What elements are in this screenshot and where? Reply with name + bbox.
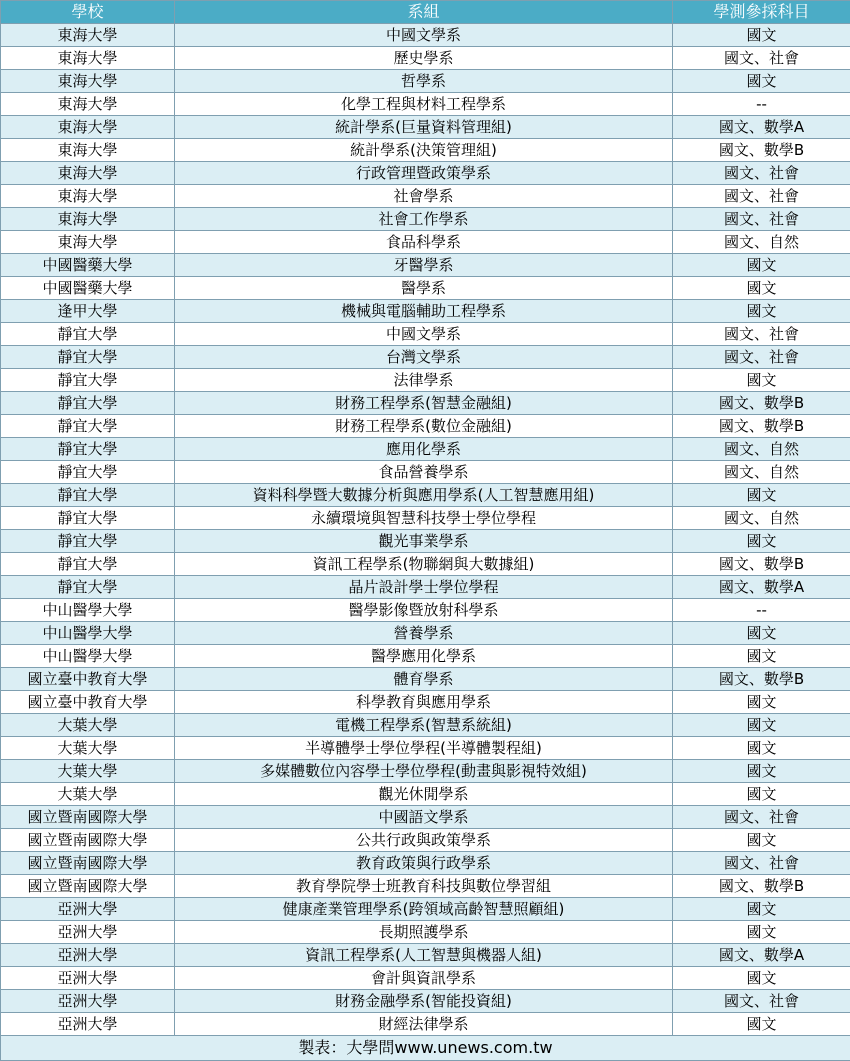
cell-department: 中國文學系: [175, 24, 673, 47]
cell-subjects: 國文: [673, 530, 850, 553]
cell-subjects: 國文: [673, 254, 850, 277]
cell-department: 觀光事業學系: [175, 530, 673, 553]
source-credit: 製表：大學問www.unews.com.tw: [1, 1036, 850, 1061]
table-row: [1, 714, 850, 737]
cell-school: 東海大學: [1, 208, 175, 231]
cell-school: 東海大學: [1, 47, 175, 70]
cell-department: 中國文學系: [175, 323, 673, 346]
cell-school: 靜宜大學: [1, 415, 175, 438]
table-row: [1, 553, 850, 576]
cell-school: 靜宜大學: [1, 438, 175, 461]
table-header-row: [1, 1, 850, 24]
cell-school: 大葉大學: [1, 760, 175, 783]
cell-subjects: 國文、社會: [673, 208, 850, 231]
table-row: [1, 829, 850, 852]
cell-school: 國立臺中教育大學: [1, 668, 175, 691]
table-row: [1, 944, 850, 967]
cell-department: 資料科學暨大數據分析與應用學系(人工智慧應用組): [175, 484, 673, 507]
cell-subjects: 國文、社會: [673, 346, 850, 369]
table-row: [1, 622, 850, 645]
cell-subjects: --: [673, 599, 850, 622]
table-row: [1, 530, 850, 553]
cell-department: 體育學系: [175, 668, 673, 691]
cell-school: 東海大學: [1, 24, 175, 47]
cell-department: 化學工程與材料工程學系: [175, 93, 673, 116]
table-row: [1, 139, 850, 162]
cell-school: 中山醫學大學: [1, 645, 175, 668]
cell-school: 中山醫學大學: [1, 622, 175, 645]
cell-department: 營養學系: [175, 622, 673, 645]
cell-school: 東海大學: [1, 185, 175, 208]
table-footer-row: [1, 1036, 850, 1061]
header-department: 系組: [175, 1, 673, 24]
cell-department: 統計學系(決策管理組): [175, 139, 673, 162]
cell-department: 社會工作學系: [175, 208, 673, 231]
cell-department: 財務工程學系(數位金融組): [175, 415, 673, 438]
cell-school: 靜宜大學: [1, 576, 175, 599]
cell-school: 亞洲大學: [1, 921, 175, 944]
cell-department: 台灣文學系: [175, 346, 673, 369]
cell-department: 社會學系: [175, 185, 673, 208]
cell-school: 亞洲大學: [1, 990, 175, 1013]
cell-subjects: 國文、自然: [673, 507, 850, 530]
table-row: [1, 645, 850, 668]
cell-department: 電機工程學系(智慧系統組): [175, 714, 673, 737]
cell-subjects: 國文、數學A: [673, 576, 850, 599]
cell-department: 法律學系: [175, 369, 673, 392]
cell-school: 亞洲大學: [1, 1013, 175, 1036]
cell-subjects: 國文: [673, 898, 850, 921]
cell-department: 財經法律學系: [175, 1013, 673, 1036]
cell-department: 科學教育與應用學系: [175, 691, 673, 714]
cell-school: 國立臺中教育大學: [1, 691, 175, 714]
cell-school: 東海大學: [1, 93, 175, 116]
cell-department: 機械與電腦輔助工程學系: [175, 300, 673, 323]
cell-school: 國立暨南國際大學: [1, 829, 175, 852]
cell-department: 統計學系(巨量資料管理組): [175, 116, 673, 139]
table-row: [1, 898, 850, 921]
cell-school: 大葉大學: [1, 714, 175, 737]
cell-school: 國立暨南國際大學: [1, 852, 175, 875]
cell-subjects: 國文: [673, 737, 850, 760]
table-row: [1, 737, 850, 760]
cell-subjects: 國文、自然: [673, 231, 850, 254]
cell-subjects: 國文、自然: [673, 461, 850, 484]
cell-department: 歷史學系: [175, 47, 673, 70]
cell-school: 靜宜大學: [1, 484, 175, 507]
cell-school: 靜宜大學: [1, 392, 175, 415]
cell-department: 教育學院學士班教育科技與數位學習組: [175, 875, 673, 898]
table-row: [1, 668, 850, 691]
header-subjects: 學測參採科目: [673, 1, 850, 24]
cell-school: 東海大學: [1, 162, 175, 185]
table-row: [1, 369, 850, 392]
cell-department: 健康產業管理學系(跨領域高齡智慧照顧組): [175, 898, 673, 921]
cell-school: 東海大學: [1, 139, 175, 162]
cell-subjects: 國文: [673, 622, 850, 645]
table-row: [1, 93, 850, 116]
cell-department: 哲學系: [175, 70, 673, 93]
cell-department: 醫學影像暨放射科學系: [175, 599, 673, 622]
cell-school: 靜宜大學: [1, 530, 175, 553]
cell-school: 靜宜大學: [1, 461, 175, 484]
cell-department: 牙醫學系: [175, 254, 673, 277]
cell-subjects: 國文、自然: [673, 438, 850, 461]
table-row: [1, 323, 850, 346]
cell-department: 半導體學士學位學程(半導體製程組): [175, 737, 673, 760]
table-row: [1, 392, 850, 415]
table-row: [1, 783, 850, 806]
table-row: [1, 806, 850, 829]
cell-department: 長期照護學系: [175, 921, 673, 944]
cell-school: 靜宜大學: [1, 369, 175, 392]
table-row: [1, 300, 850, 323]
cell-department: 永續環境與智慧科技學士學位學程: [175, 507, 673, 530]
cell-school: 靜宜大學: [1, 553, 175, 576]
cell-subjects: 國文: [673, 967, 850, 990]
cell-subjects: 國文、社會: [673, 990, 850, 1013]
cell-subjects: 國文、社會: [673, 806, 850, 829]
table-row: [1, 70, 850, 93]
cell-department: 財務工程學系(智慧金融組): [175, 392, 673, 415]
cell-school: 大葉大學: [1, 737, 175, 760]
cell-subjects: 國文: [673, 24, 850, 47]
cell-subjects: 國文: [673, 829, 850, 852]
cell-subjects: 國文、社會: [673, 47, 850, 70]
cell-department: 財務金融學系(智能投資組): [175, 990, 673, 1013]
cell-school: 東海大學: [1, 116, 175, 139]
cell-subjects: 國文、數學B: [673, 415, 850, 438]
cell-subjects: 國文、數學B: [673, 553, 850, 576]
cell-subjects: 國文: [673, 760, 850, 783]
cell-subjects: 國文: [673, 645, 850, 668]
cell-department: 晶片設計學士學位學程: [175, 576, 673, 599]
cell-school: 亞洲大學: [1, 967, 175, 990]
cell-subjects: 國文、數學B: [673, 392, 850, 415]
table-row: [1, 116, 850, 139]
cell-school: 中國醫藥大學: [1, 254, 175, 277]
cell-school: 靜宜大學: [1, 346, 175, 369]
table-row: [1, 208, 850, 231]
cell-subjects: 國文、社會: [673, 162, 850, 185]
cell-department: 會計與資訊學系: [175, 967, 673, 990]
table-row: [1, 760, 850, 783]
cell-school: 國立暨南國際大學: [1, 806, 175, 829]
cell-school: 靜宜大學: [1, 323, 175, 346]
table-body: [1, 24, 850, 1036]
cell-subjects: 國文、數學A: [673, 116, 850, 139]
cell-subjects: 國文、社會: [673, 185, 850, 208]
cell-school: 亞洲大學: [1, 898, 175, 921]
table-row: [1, 990, 850, 1013]
cell-subjects: 國文、社會: [673, 323, 850, 346]
cell-department: 醫學應用化學系: [175, 645, 673, 668]
cell-department: 資訊工程學系(物聯網與大數據組): [175, 553, 673, 576]
table-row: [1, 852, 850, 875]
cell-department: 食品科學系: [175, 231, 673, 254]
cell-subjects: 國文: [673, 369, 850, 392]
cell-subjects: 國文、數學B: [673, 139, 850, 162]
cell-subjects: --: [673, 93, 850, 116]
table-row: [1, 599, 850, 622]
cell-department: 觀光休閒學系: [175, 783, 673, 806]
cell-department: 行政管理暨政策學系: [175, 162, 673, 185]
cell-subjects: 國文: [673, 691, 850, 714]
table-row: [1, 185, 850, 208]
cell-school: 中國醫藥大學: [1, 277, 175, 300]
table-row: [1, 875, 850, 898]
table-row: [1, 1013, 850, 1036]
cell-subjects: 國文、數學B: [673, 875, 850, 898]
cell-school: 亞洲大學: [1, 944, 175, 967]
table-row: [1, 346, 850, 369]
cell-department: 資訊工程學系(人工智慧與機器人組): [175, 944, 673, 967]
cell-subjects: 國文: [673, 70, 850, 93]
cell-school: 大葉大學: [1, 783, 175, 806]
cell-subjects: 國文: [673, 783, 850, 806]
table-row: [1, 484, 850, 507]
table-row: [1, 47, 850, 70]
table-row: [1, 461, 850, 484]
cell-department: 食品營養學系: [175, 461, 673, 484]
cell-subjects: 國文: [673, 921, 850, 944]
table-row: [1, 507, 850, 530]
cell-subjects: 國文: [673, 714, 850, 737]
cell-subjects: 國文: [673, 1013, 850, 1036]
cell-school: 逢甲大學: [1, 300, 175, 323]
cell-subjects: 國文: [673, 300, 850, 323]
table-row: [1, 162, 850, 185]
header-school: 學校: [1, 1, 175, 24]
cell-school: 東海大學: [1, 70, 175, 93]
table-row: [1, 691, 850, 714]
table-row: [1, 231, 850, 254]
cell-department: 公共行政與政策學系: [175, 829, 673, 852]
cell-school: 中山醫學大學: [1, 599, 175, 622]
cell-subjects: 國文、社會: [673, 852, 850, 875]
cell-department: 中國語文學系: [175, 806, 673, 829]
cell-department: 應用化學系: [175, 438, 673, 461]
table-row: [1, 254, 850, 277]
table-row: [1, 576, 850, 599]
cell-department: 教育政策與行政學系: [175, 852, 673, 875]
cell-department: 醫學系: [175, 277, 673, 300]
table-row: [1, 415, 850, 438]
cell-subjects: 國文: [673, 277, 850, 300]
cell-subjects: 國文、數學A: [673, 944, 850, 967]
table-row: [1, 438, 850, 461]
cell-school: 靜宜大學: [1, 507, 175, 530]
table-row: [1, 277, 850, 300]
table-row: [1, 967, 850, 990]
cell-subjects: 國文: [673, 484, 850, 507]
cell-school: 國立暨南國際大學: [1, 875, 175, 898]
cell-school: 東海大學: [1, 231, 175, 254]
table-row: [1, 921, 850, 944]
cell-department: 多媒體數位內容學士學位學程(動畫與影視特效組): [175, 760, 673, 783]
cell-subjects: 國文、數學B: [673, 668, 850, 691]
table-row: [1, 24, 850, 47]
